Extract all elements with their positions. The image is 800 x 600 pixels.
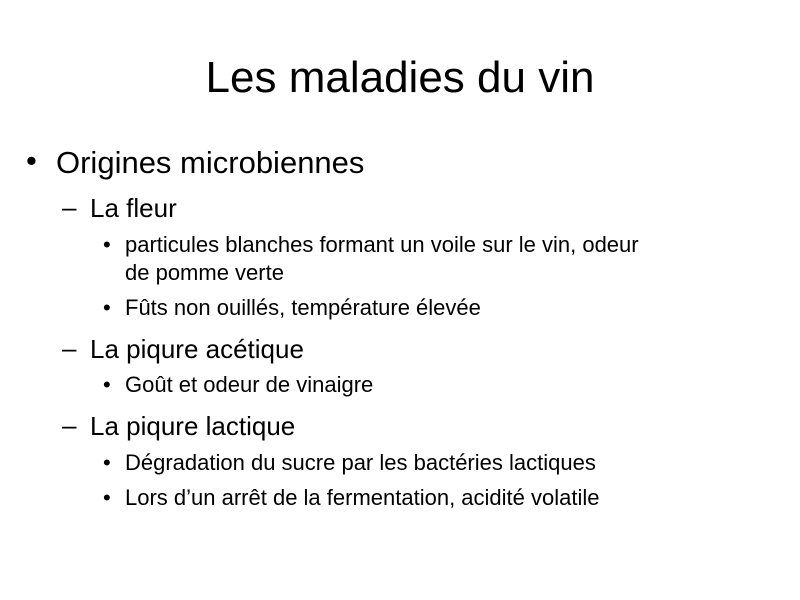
list-item: Fûts non ouillés, température élevée bbox=[125, 295, 481, 320]
slide-title: Les maladies du vin bbox=[205, 53, 595, 102]
subsection-heading: La piqure lactique bbox=[90, 411, 296, 441]
bullet-icon: • bbox=[103, 232, 111, 257]
bullet-icon: • bbox=[103, 450, 111, 475]
list-item: Dégradation du sucre par les bactéries lactiques bbox=[125, 450, 596, 475]
dash-icon: – bbox=[62, 192, 77, 222]
bullet-icon: • bbox=[103, 372, 111, 397]
dash-icon: – bbox=[62, 410, 77, 440]
subsection-heading: La piqure acétique bbox=[90, 334, 304, 364]
bullet-icon: • bbox=[103, 295, 111, 320]
list-item-continuation: de pomme verte bbox=[125, 260, 284, 285]
bullet-icon: • bbox=[103, 485, 111, 510]
section-heading: Origines microbiennes bbox=[56, 145, 365, 180]
subsection-heading: La fleur bbox=[90, 193, 177, 223]
bullet-icon: • bbox=[26, 143, 37, 178]
list-item: Goût et odeur de vinaigre bbox=[125, 372, 374, 397]
dash-icon: – bbox=[62, 333, 77, 363]
list-item: Lors d’un arrêt de la fermentation, acidité volatile bbox=[125, 485, 600, 510]
list-item: particules blanches formant un voile sur le vin, odeur bbox=[125, 232, 639, 257]
